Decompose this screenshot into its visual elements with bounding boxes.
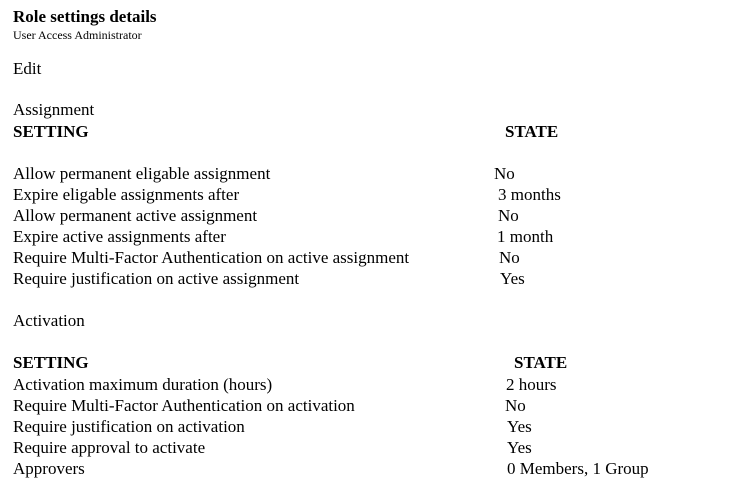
- assignment-state-header: STATE: [505, 122, 559, 141]
- activation-row-setting: Require approval to activate: [13, 438, 206, 457]
- activation-row-state: No: [505, 396, 526, 415]
- assignment-row-state: 1 month: [497, 227, 554, 246]
- assignment-row-state: No: [499, 248, 520, 267]
- role-name: User Access Administrator: [13, 28, 142, 42]
- activation-row-setting: Require Multi-Factor Authentication on activation: [13, 396, 355, 415]
- activation-setting-header: SETTING: [13, 353, 89, 372]
- activation-row-state: Yes: [507, 417, 532, 436]
- assignment-row-setting: Expire active assignments after: [13, 227, 226, 246]
- assignment-row-state: Yes: [500, 269, 525, 288]
- assignment-row-setting: Require justification on active assignment: [13, 269, 300, 288]
- assignment-row-state: 3 months: [498, 185, 561, 204]
- page-title: Role settings details: [13, 7, 157, 26]
- activation-row-setting: Require justification on activation: [13, 417, 245, 436]
- activation-row-setting: Activation maximum duration (hours): [13, 375, 273, 394]
- assignment-row-setting: Expire eligable assignments after: [13, 185, 240, 204]
- activation-row-state: Yes: [507, 438, 532, 457]
- assignment-row-setting: Allow permanent active assignment: [13, 206, 258, 225]
- assignment-row-setting: Allow permanent eligable assignment: [13, 164, 271, 183]
- activation-row-setting: Approvers: [13, 459, 85, 478]
- edit-link[interactable]: Edit: [13, 59, 42, 78]
- assignment-row-state: No: [498, 206, 519, 225]
- activation-row-state: 0 Members, 1 Group: [507, 459, 649, 478]
- assignment-section-title: Assignment: [13, 100, 95, 119]
- activation-section-title: Activation: [13, 311, 85, 330]
- activation-row-state: 2 hours: [506, 375, 557, 394]
- assignment-setting-header: SETTING: [13, 122, 89, 141]
- assignment-row-state: No: [494, 164, 515, 183]
- assignment-row-setting: Require Multi-Factor Authentication on active assignment: [13, 248, 410, 267]
- activation-state-header: STATE: [514, 353, 568, 372]
